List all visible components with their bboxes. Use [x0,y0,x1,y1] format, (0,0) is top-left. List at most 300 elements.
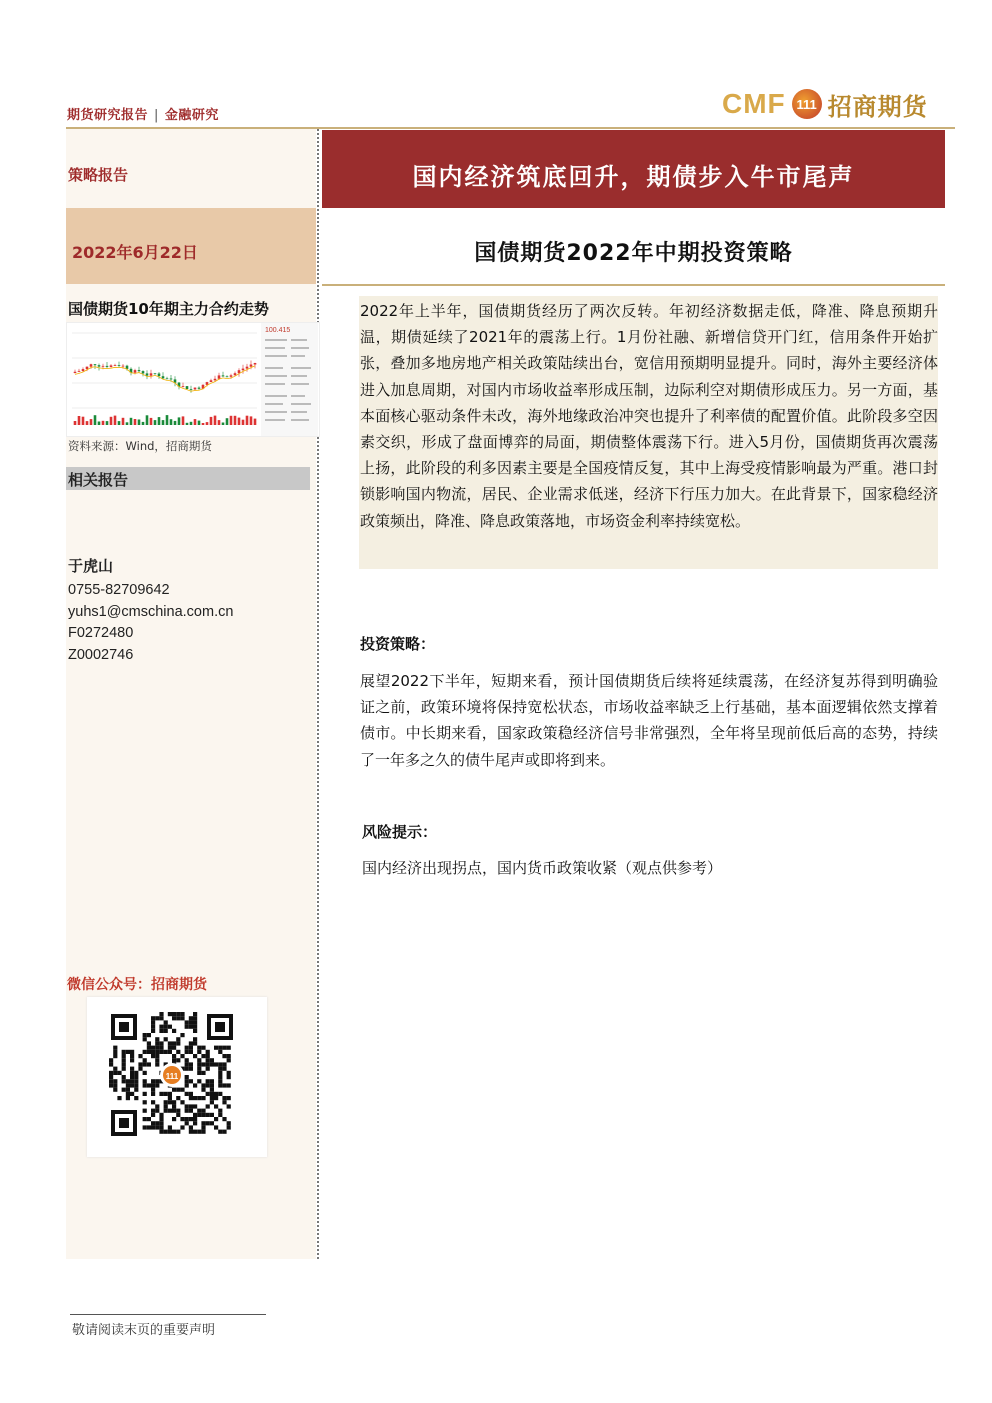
qr-module [180,1054,184,1058]
qr-module [227,1075,231,1079]
qr-module [151,1025,155,1029]
volume-bar [202,423,205,425]
qr-module [176,1041,180,1045]
qr-module [201,1088,205,1092]
qr-module [147,1125,151,1129]
candlestick-chart [67,323,319,436]
qr-module [155,1046,159,1050]
qr-module [206,1050,210,1054]
volume-bar [186,423,189,425]
qr-module [130,1050,134,1054]
qr-module [180,1100,184,1104]
qr-module [176,1016,180,1020]
qr-module [197,1109,201,1113]
qr-module [193,1130,197,1134]
candle-body [182,386,185,387]
author-name: 于虎山 [68,557,114,575]
volume-bar [166,415,169,425]
qr-module [180,1088,184,1092]
qr-module [185,1117,189,1121]
qr-module [155,1016,159,1020]
qr-module [164,1050,168,1054]
qr-module [143,1033,147,1037]
volume-bar [206,422,209,425]
qr-module [134,1075,138,1079]
qr-module [189,1062,193,1066]
qr-module [222,1096,226,1100]
qr-module [126,1079,130,1083]
qr-module [130,1058,134,1062]
qr-module [159,1125,163,1129]
qr-module [155,1062,159,1066]
qr-module [159,1130,163,1134]
candle-body [82,369,85,371]
company-logo [722,86,928,122]
qr-module [151,1054,155,1058]
qr-code-card [87,997,267,1157]
qr-module [151,1113,155,1117]
candle-body [242,369,245,371]
qr-module [210,1092,214,1096]
qr-module [218,1050,222,1054]
qr-module [180,1125,184,1129]
candle-body [74,372,77,373]
qr-module [201,1071,205,1075]
qr-module [210,1083,214,1087]
volume-bar [122,418,125,425]
qr-module [164,1109,168,1113]
qr-module [206,1079,210,1083]
qr-module [189,1125,193,1129]
volume-bar [126,422,129,425]
qr-module [147,1046,151,1050]
logo-company-name: 招商期货 [827,92,928,121]
candle-body [154,373,157,374]
qr-module [172,1046,176,1050]
qr-module [189,1016,193,1020]
qr-module [185,1083,189,1087]
qr-module [109,1083,113,1087]
qr-module [130,1054,134,1058]
qr-module [227,1104,231,1108]
qr-module [172,1041,176,1045]
qr-module [197,1062,201,1066]
qr-module [143,1083,147,1087]
qr-module [206,1092,210,1096]
volume-bar [222,423,225,426]
volume-bar [86,421,89,425]
logo-cmf-text: CMF [722,88,786,119]
qr-module [122,1079,126,1083]
author-phone: 0755-82709642 [68,582,170,598]
qr-module [172,1088,176,1092]
candle-body [194,388,197,390]
candle-body [106,366,109,367]
qr-module [201,1062,205,1066]
qr-module [189,1067,193,1071]
qr-module [185,1075,189,1079]
qr-module [218,1046,222,1050]
qr-module [176,1109,180,1113]
qr-module [189,1130,193,1134]
qr-module [189,1025,193,1029]
qr-module [201,1121,205,1125]
volume-bar [90,419,93,425]
volume-bar [250,416,253,425]
qr-module [172,1054,176,1058]
qr-module [214,1096,218,1100]
qr-module [122,1058,126,1062]
qr-module [185,1092,189,1096]
candle-body [166,378,169,379]
qr-module [168,1012,172,1016]
candle-body [186,386,189,389]
qr-module [193,1016,197,1020]
qr-module [168,1109,172,1113]
qr-module [164,1020,168,1024]
qr-module [193,1037,197,1041]
qr-module [113,1083,117,1087]
qr-module [122,1088,126,1092]
qr-module [185,1104,189,1108]
qr-module [155,1104,159,1108]
volume-bar [190,422,193,425]
qr-module [159,1050,163,1054]
qr-module [109,1079,113,1083]
qr-module [176,1050,180,1054]
qr-module [164,1037,168,1041]
qr-module [189,1092,193,1096]
qr-module [185,1062,189,1066]
volume-bar [218,420,221,425]
report-date: 2022年6月22日 [72,243,198,262]
svg-text:111: 111 [165,1072,179,1081]
risk-heading: 风险提示： [362,823,438,841]
qr-module [201,1096,205,1100]
qr-module [113,1050,117,1054]
qr-module [218,1062,222,1066]
qr-module [193,1121,197,1125]
author-email[interactable]: yuhs1@cmschina.com.cn [68,604,234,620]
qr-module [147,1041,151,1045]
volume-bar [174,421,177,425]
qr-module [214,1092,218,1096]
candle-body [190,389,193,390]
qr-module [185,1121,189,1125]
qr-module [159,1016,163,1020]
qr-module [193,1020,197,1024]
qr-module [189,1046,193,1050]
qr-module [134,1079,138,1083]
volume-bar [134,419,137,425]
qr-module [172,1100,176,1104]
qr-module [159,1025,163,1029]
qr-module [206,1058,210,1062]
qr-module [189,1020,193,1024]
qr-module [206,1121,210,1125]
qr-module [151,1016,155,1020]
qr-module [201,1083,205,1087]
volume-bar [194,419,197,425]
candle-body [86,367,89,369]
qr-module [151,1050,155,1054]
qr-module [143,1100,147,1104]
qr-module [164,1029,168,1033]
candle-body [254,363,257,365]
qr-module [189,1109,193,1113]
qr-module [151,1029,155,1033]
qr-module [147,1117,151,1121]
qr-module [227,1058,231,1062]
qr-module [122,1050,126,1054]
qr-module [130,1075,134,1079]
qr-module [155,1037,159,1041]
qr-module [151,1109,155,1113]
qr-module [122,1054,126,1058]
qr-module [206,1054,210,1058]
qr-module [176,1096,180,1100]
candle-body [118,365,121,366]
qr-module [185,1050,189,1054]
qr-module [164,1104,168,1108]
volume-bar [142,422,145,425]
author-license-f: F0272480 [68,625,134,641]
volume-bar [154,420,157,425]
qr-module [113,1046,117,1050]
qr-module [185,1079,189,1083]
qr-module [214,1046,218,1050]
qr-module [193,1012,197,1016]
qr-module [151,1079,155,1083]
qr-module [189,1096,193,1100]
qr-module [143,1050,147,1054]
qr-module [117,1071,121,1075]
qr-module [113,1071,117,1075]
candle-body [102,366,105,367]
volume-bar [146,415,149,425]
author-license-z: Z0002746 [68,647,134,663]
qr-module [197,1096,201,1100]
qr-module [227,1125,231,1129]
chart-price-readout: 100.415 [265,327,291,334]
qr-module [151,1083,155,1087]
qr-module [185,1046,189,1050]
volume-bar [158,417,161,425]
qr-module [180,1012,184,1016]
qr-module [218,1092,222,1096]
qr-module [147,1062,151,1066]
qr-module [218,1130,222,1134]
qr-module [159,1041,163,1045]
category-text: 期货研究报告 [67,108,149,123]
candle-body [78,371,81,372]
qr-module [197,1071,201,1075]
qr-module [201,1130,205,1134]
candle-body [250,365,253,367]
qr-module [201,1046,205,1050]
qr-module [143,1125,147,1129]
qr-module [222,1130,226,1134]
qr-module [126,1050,130,1054]
qr-module [201,1125,205,1129]
qr-module [180,1016,184,1020]
volume-bar [210,417,213,425]
qr-module [201,1113,205,1117]
volume-bar [150,418,153,425]
qr-module [143,1058,147,1062]
candle-body [126,366,129,369]
qr-module [210,1100,214,1104]
qr-module [227,1071,231,1075]
volume-bar [98,422,101,426]
qr-module [168,1050,172,1054]
qr-module [134,1088,138,1092]
volume-bar [118,421,121,425]
qr-module [227,1054,231,1058]
qr-module [172,1012,176,1016]
volume-bar [182,416,185,425]
qr-module [151,1125,155,1129]
volume-bar [214,416,217,425]
qr-module [193,1029,197,1033]
qr-module [147,1033,151,1037]
qr-module [109,1058,113,1062]
qr-module [222,1117,226,1121]
candle-body [246,367,249,369]
qr-module [172,1104,176,1108]
qr-module [130,1092,134,1096]
qr-module [185,1067,189,1071]
volume-bar [246,416,249,425]
qr-module [134,1083,138,1087]
qr-module [168,1092,172,1096]
chart-source: 资料来源：Wind，招商期货 [68,439,212,453]
qr-module [218,1067,222,1071]
qr-module [222,1100,226,1104]
qr-module [189,1104,193,1108]
volume-bar [106,421,109,425]
qr-module [126,1092,130,1096]
qr-module [143,1109,147,1113]
qr-module [222,1062,226,1066]
volume-bar [102,421,105,425]
qr-module [138,1062,142,1066]
qr-module [227,1046,231,1050]
qr-module [122,1075,126,1079]
qr-module [122,1067,126,1071]
qr-module [222,1083,226,1087]
qr-module [164,1100,168,1104]
candle-body [218,375,221,378]
qr-module [159,1113,163,1117]
qr-module [109,1062,113,1066]
qr-module [151,1100,155,1104]
qr-module [210,1058,214,1062]
strategy-text: 展望2022下半年，短期来看，预计国债期货后续将延续震荡，在经济复苏得到明确验证之前，政策环境将保持宽松状态，市场收益率缺乏上行基础，基本面逻辑依然支撑着债市。中长期来看，国家政策稳经济信号非常强烈，全年将呈现前低后高的态势，持续了一年多之久的债牛尾声或即将到来。 [360,672,938,769]
qr-module [130,1067,134,1071]
qr-module [143,1062,147,1066]
qr-module [197,1067,201,1071]
volume-bar [74,421,77,425]
qr-module [130,1071,134,1075]
qr-module [172,1016,176,1020]
qr-module [176,1113,180,1117]
qr-module [155,1054,159,1058]
candle-body [158,374,161,377]
report-type: 策略报告 [68,166,129,184]
qr-module [113,1079,117,1083]
qr-module [214,1125,218,1129]
risk-text: 国内经济出现拐点，国内货币政策收紧（观点供参考） [362,859,723,877]
qr-module [201,1109,205,1113]
qr-module [126,1088,130,1092]
candle-body [142,371,145,373]
qr-module [180,1033,184,1037]
column-divider [317,129,319,1259]
qr-module [193,1117,197,1121]
qr-module [159,1092,163,1096]
qr-module [151,1092,155,1096]
qr-module [210,1121,214,1125]
candle-body [230,375,233,377]
qr-module [143,1037,147,1041]
footer-divider [70,1314,266,1315]
qr-module [176,1058,180,1062]
volume-bar [254,419,257,425]
qr-module [185,1058,189,1062]
qr-module [214,1062,218,1066]
qr-module [176,1012,180,1016]
qr-module [176,1130,180,1134]
qr-module [197,1046,201,1050]
qr-module [185,1025,189,1029]
qr-module [151,1020,155,1024]
qr-module [222,1046,226,1050]
qr-module [155,1125,159,1129]
related-reports-heading: 相关报告 [68,471,129,489]
qr-module [176,1088,180,1092]
qr-code-icon [87,997,267,1157]
qr-module [210,1096,214,1100]
subtitle-divider [322,284,945,286]
qr-module [193,1083,197,1087]
volume-bar [170,419,173,425]
candle-body [98,365,101,366]
qr-module [206,1113,210,1117]
subcategory-text: 金融研究 [164,108,219,123]
qr-module [172,1130,176,1134]
qr-module [130,1079,134,1083]
qr-module [193,1113,197,1117]
qr-module [210,1062,214,1066]
qr-module [193,1041,197,1045]
qr-module [168,1041,172,1045]
qr-module [227,1121,231,1125]
qr-module [126,1083,130,1087]
volume-bar [226,418,229,425]
volume-bar [138,420,141,426]
qr-module [227,1096,231,1100]
qr-module [109,1075,113,1079]
qr-module [210,1079,214,1083]
candle-body [198,388,201,389]
qr-module [218,1079,222,1083]
qr-module [117,1096,121,1100]
candle-body [226,376,229,377]
qr-module [164,1130,168,1134]
qr-module [151,1121,155,1125]
volume-bar [114,416,117,425]
